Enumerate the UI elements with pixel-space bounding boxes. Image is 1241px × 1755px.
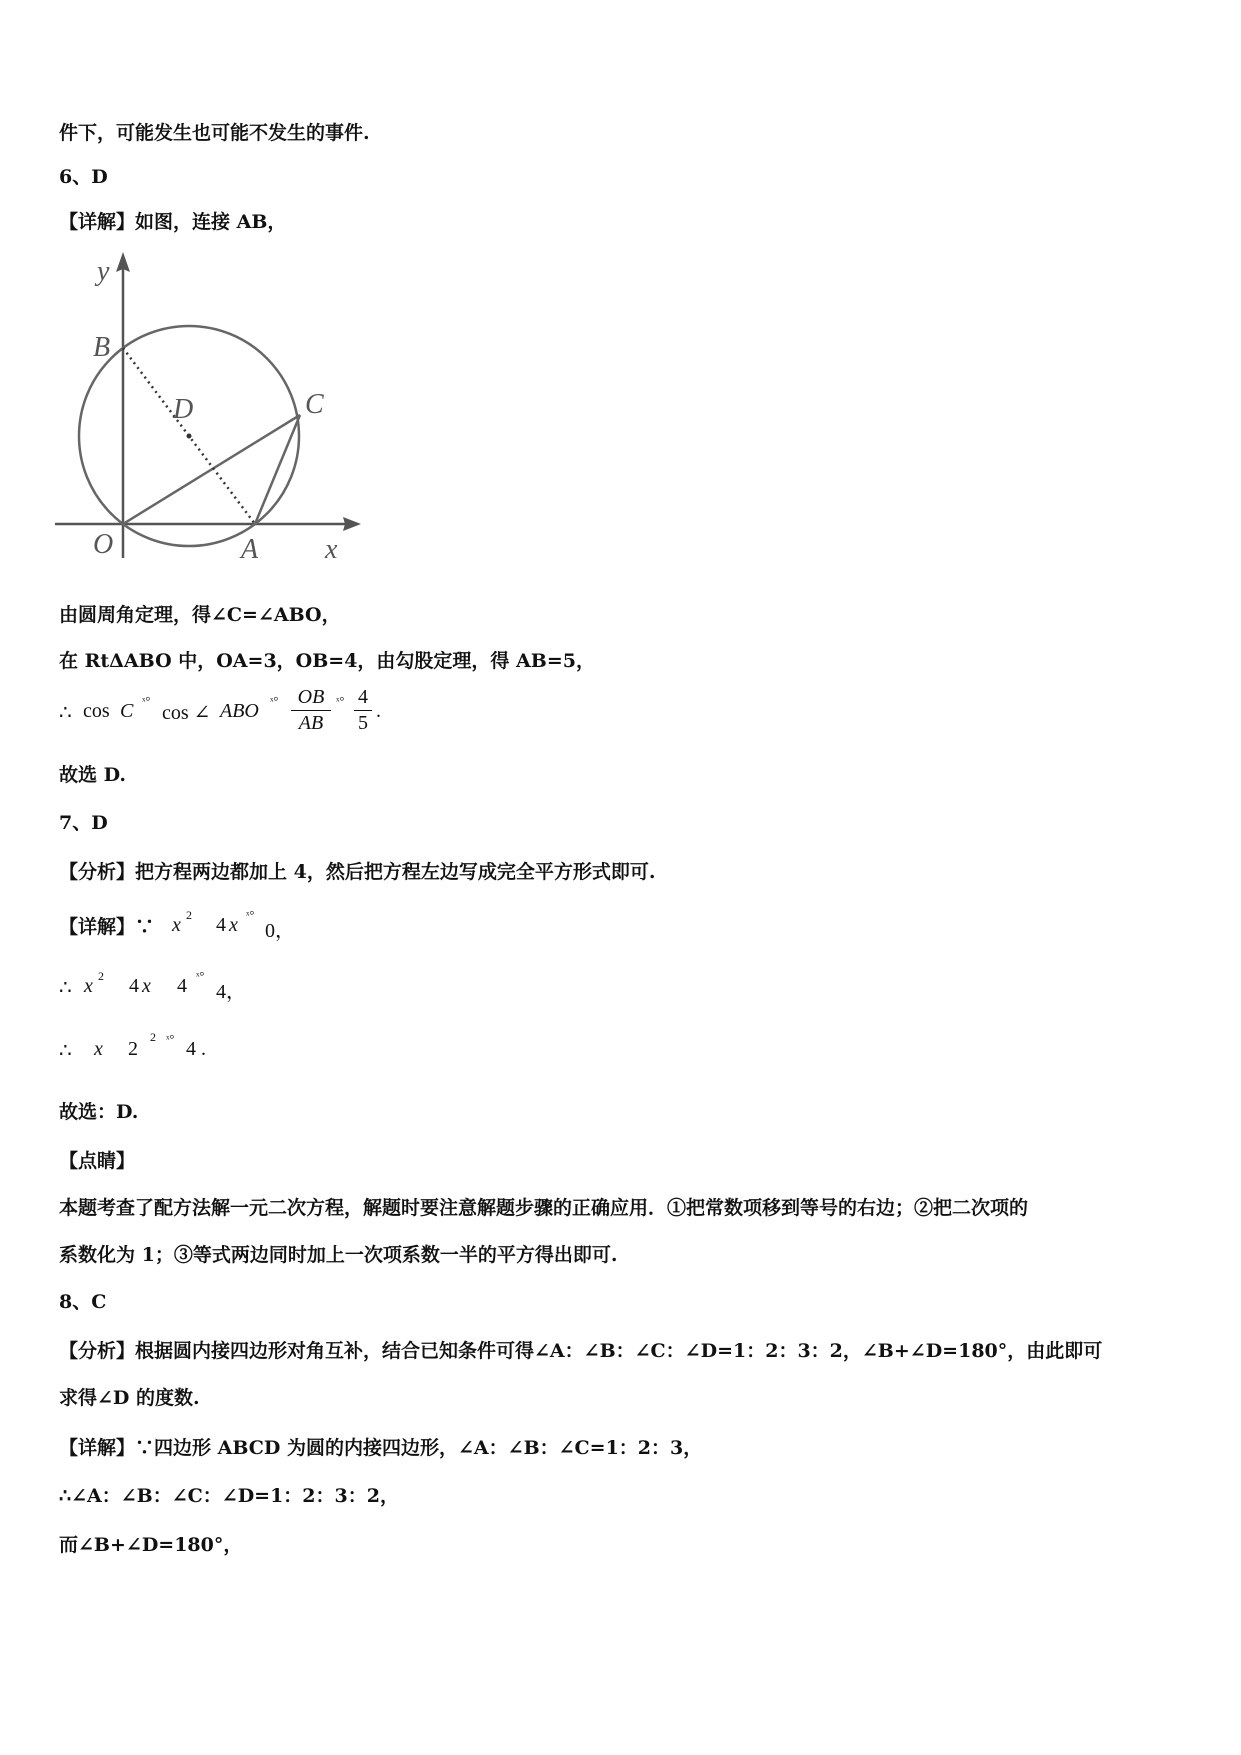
- line-1: 件下，可能发生也可能不发生的事件.: [59, 122, 370, 144]
- label-b: B: [93, 332, 111, 363]
- label-a: A: [241, 534, 259, 565]
- q8-analysis-line1: 【分析】根据圆内接四边形对角互补，结合已知条件可得∠A：∠B：∠C：∠D=1：2：3：2，∠B+∠D=180°，由此即可: [59, 1340, 1103, 1362]
- q8-detail: 【详解】∵四边形 ABCD 为圆的内接四边形，∠A：∠B：∠C=1：2：3，: [59, 1437, 703, 1459]
- label-y: y: [97, 256, 110, 287]
- label-c: C: [305, 389, 324, 420]
- q8-answer: 8、C: [59, 1291, 107, 1313]
- q6-end: 故选 D.: [59, 764, 127, 786]
- q8-analysis-line2: 求得∠D 的度数.: [59, 1387, 200, 1409]
- q8-step2: 而∠B+∠D=180°，: [59, 1534, 243, 1556]
- q6-answer: 6、D: [59, 166, 108, 188]
- label-d: D: [173, 394, 194, 425]
- q7-tip-line1: 本题考查了配方法解一元二次方程，解题时要注意解题步骤的正确应用．①把常数项移到等号的右边；②把二次项的: [59, 1197, 1029, 1219]
- label-x: x: [325, 534, 338, 565]
- q7-tip-line2: 系数化为 1；③等式两边同时加上一次项系数一半的平方得出即可.: [59, 1244, 618, 1266]
- q7-analysis: 【分析】把方程两边都加上 4，然后把方程左边写成完全平方形式即可.: [59, 861, 656, 883]
- q7-answer: 7、D: [59, 812, 108, 834]
- fraction-4-5: 4 5: [354, 686, 372, 735]
- q6-step1: 由圆周角定理，得∠C=∠ABO，: [59, 604, 341, 626]
- q6-step2: 在 RtΔABO 中，OA=3，OB=4，由勾股定理，得 AB=5，: [59, 650, 595, 672]
- circle-figure: [55, 248, 365, 570]
- fraction-ob-ab: OB AB: [291, 686, 331, 735]
- label-o: O: [93, 529, 114, 560]
- q6-detail: 【详解】如图，连接 AB，: [59, 211, 287, 233]
- q8-step1: ∴∠A：∠B：∠C：∠D=1：2：3：2，: [59, 1485, 399, 1507]
- q7-end: 故选：D.: [59, 1101, 139, 1123]
- q7-tip-heading: 【点睛】: [59, 1150, 136, 1172]
